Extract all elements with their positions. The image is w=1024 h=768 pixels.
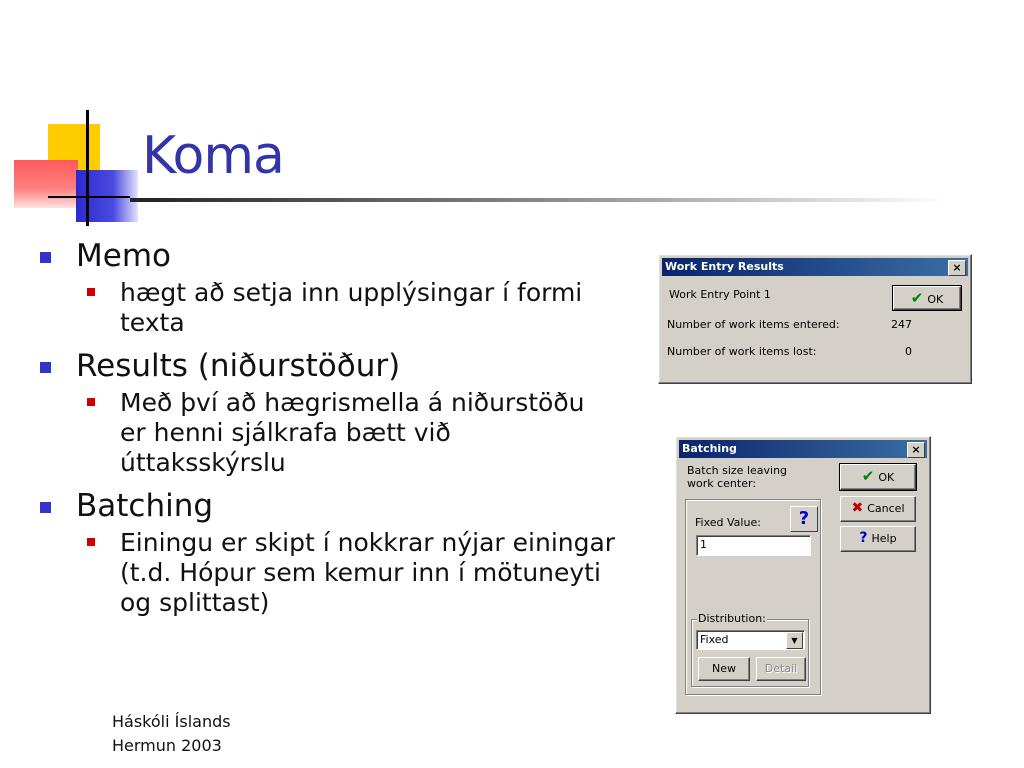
ok-label: OK — [927, 293, 944, 306]
bullet-results — [38, 346, 618, 478]
new-button[interactable]: New — [698, 657, 750, 681]
footer-course: Hermun 2003 — [112, 736, 222, 755]
chevron-down-icon[interactable]: ▼ — [786, 632, 803, 649]
work-entry-point-label: Work Entry Point 1 — [669, 288, 771, 301]
items-lost-label: Number of work items lost: — [667, 345, 817, 358]
decor-vertical-line — [86, 110, 89, 226]
bullet-text: Batching — [76, 488, 214, 524]
fixed-value-label: Fixed Value: — [695, 516, 761, 529]
bullet-marker — [40, 362, 51, 373]
ok-button[interactable] — [893, 286, 961, 310]
sub-bullet-text: Einingu er skipt í nokkrar nýjar einingar (t.d. Hópur sem kemur inn í mötuneyti og splittast) — [120, 528, 616, 617]
dialog-title: Batching — [682, 442, 737, 455]
sub-bullet — [76, 388, 618, 478]
bullet-text: Results (niðurstöður) — [76, 348, 401, 384]
bullet-text: Memo — [76, 238, 171, 274]
sub-bullet-list — [76, 388, 618, 478]
cancel-button[interactable] — [840, 496, 916, 522]
cancel-label: Cancel — [867, 502, 905, 515]
distribution-label: Distribution: — [698, 612, 766, 625]
decor-horizontal-line — [48, 196, 130, 198]
fixed-value-input[interactable]: 1 — [696, 535, 811, 556]
question-icon: ? — [859, 530, 868, 546]
sub-bullet-marker — [87, 538, 95, 546]
help-button[interactable] — [840, 526, 916, 552]
sub-bullet-list — [76, 528, 618, 618]
items-entered-value: 247 — [891, 318, 912, 331]
ok-label: OK — [878, 471, 895, 484]
items-lost-value: 0 — [905, 345, 912, 358]
slide-title: Koma — [142, 126, 284, 186]
bullet-marker — [40, 502, 51, 513]
sub-bullet-text: Með því að hægrismella á niðurstöðu er henni sjálkrafa bætt við úttaksskýrslu — [120, 388, 585, 477]
title-underline — [130, 198, 950, 202]
distribution-value: Fixed — [700, 633, 729, 646]
sub-bullet-text: hægt að setja inn upplýsingar í formi texta — [120, 278, 583, 337]
footer-institution: Háskóli Íslands — [112, 712, 231, 731]
sub-bullet-marker — [87, 288, 95, 296]
batching-dialog — [675, 436, 931, 714]
distribution-select[interactable] — [696, 630, 805, 650]
sub-bullet-list — [76, 278, 618, 338]
bullet-memo — [38, 236, 618, 338]
checkmark-icon: ✔ — [861, 467, 875, 485]
bullet-batching — [38, 486, 618, 618]
dialog-titlebar — [679, 440, 927, 458]
batch-size-label-line2: work center: — [687, 477, 757, 490]
sub-bullet — [76, 528, 618, 618]
detail-button[interactable]: Detail — [756, 657, 806, 681]
items-entered-label: Number of work items entered: — [667, 318, 840, 331]
close-icon: ✖ — [851, 500, 864, 516]
dialog-title: Work Entry Results — [665, 260, 784, 273]
bullet-list — [38, 236, 618, 626]
sub-bullet — [76, 278, 618, 338]
dialog-titlebar — [662, 258, 968, 276]
work-entry-results-dialog — [658, 254, 972, 384]
question-icon[interactable]: ? — [790, 506, 818, 532]
bullet-marker — [40, 252, 51, 263]
ok-button[interactable] — [840, 464, 916, 490]
checkmark-icon: ✔ — [910, 289, 924, 307]
decor-red-square — [14, 160, 78, 208]
close-icon[interactable]: × — [948, 260, 966, 276]
footer — [112, 710, 231, 758]
help-label: Help — [871, 532, 897, 545]
sub-bullet-marker — [87, 398, 95, 406]
close-icon[interactable]: × — [907, 442, 925, 458]
batch-size-label-line1: Batch size leaving — [687, 464, 788, 477]
